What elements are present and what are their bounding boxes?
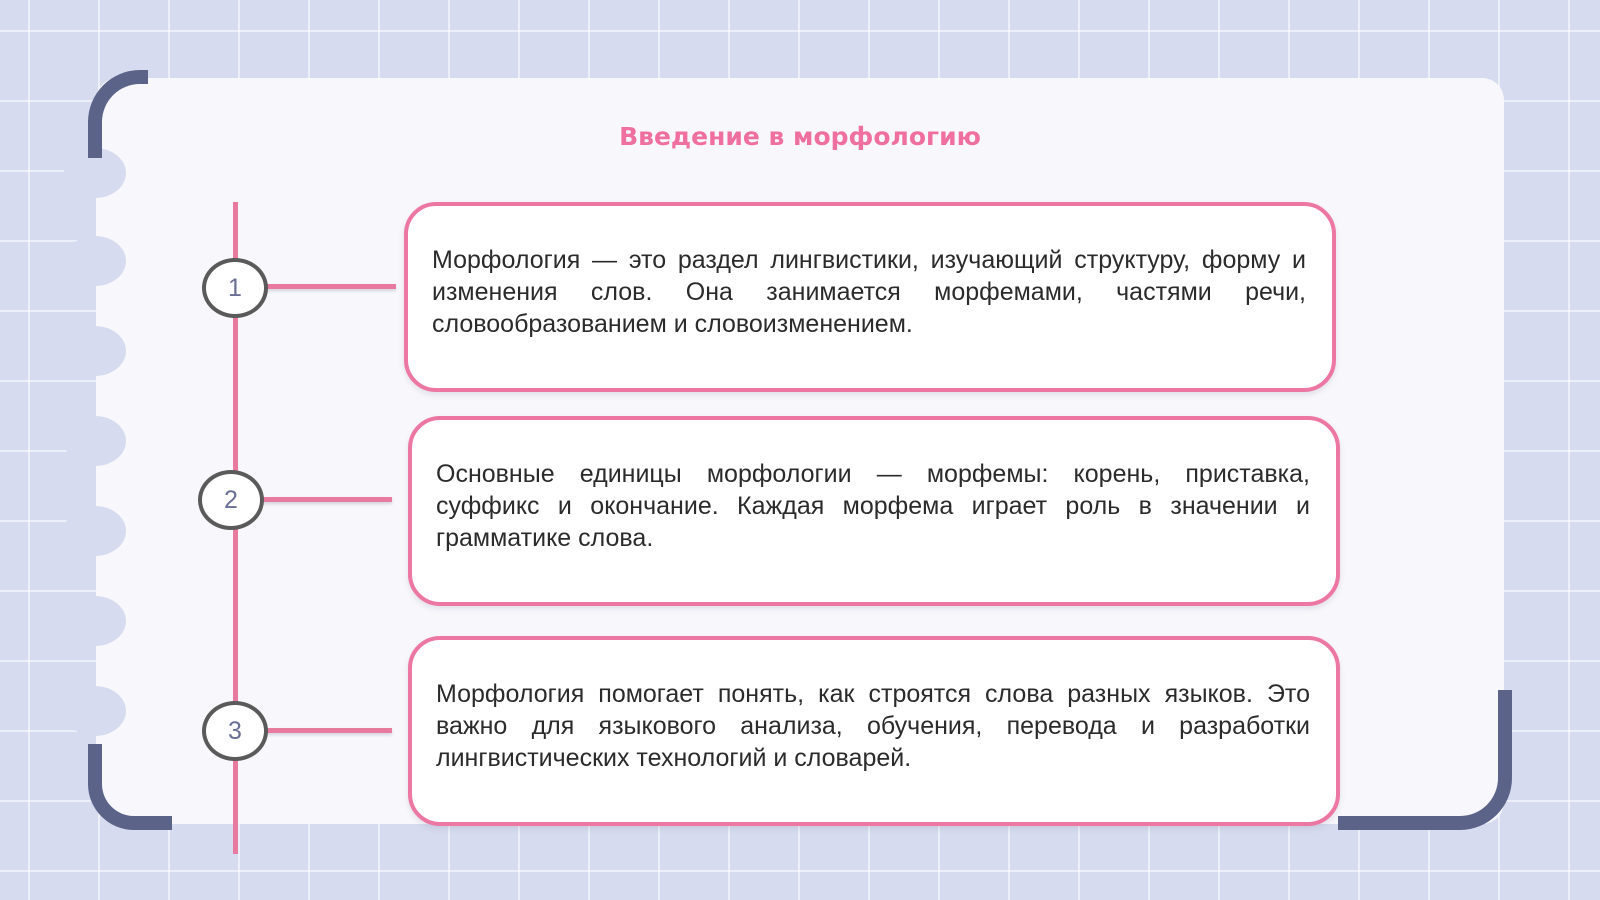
- timeline-card-1: [404, 202, 1336, 392]
- timeline-marker-1: 1: [202, 258, 268, 318]
- card-text: Морфология — это раздел лингвистики, изучающий структуру, форму и изменения слов. Она занимается морфемами, частями речи, словообразованием и словоизменением.: [432, 246, 1306, 338]
- timeline-connector-1: [266, 284, 396, 289]
- corner-bracket-top-left: [88, 70, 148, 158]
- timeline-card-3: [408, 636, 1340, 826]
- timeline-connector-3: [266, 728, 392, 733]
- sheet-edge-scallop: [64, 596, 126, 646]
- timeline-marker-3: 3: [202, 701, 268, 761]
- sheet-edge-scallop: [64, 506, 126, 556]
- corner-bracket-bottom-right: [1338, 690, 1512, 830]
- card-text: Основные единицы морфологии — морфемы: корень, приставка, суффикс и окончание. Каждая морфема играет роль в значении и грамматике слова.: [436, 460, 1310, 552]
- card-text: Морфология помогает понять, как строятся слова разных языков. Это важно для языкового анализа, обучения, перевода и разработки лингвистических технологий и словарей.: [436, 680, 1310, 772]
- timeline-marker-2: 2: [198, 470, 264, 530]
- timeline-connector-2: [262, 497, 392, 502]
- sheet-edge-scallop: [64, 416, 126, 466]
- sheet-edge-scallop: [64, 686, 126, 736]
- corner-bracket-bottom-left: [88, 744, 172, 830]
- slide-title: Введение в морфологию: [619, 122, 981, 151]
- timeline-card-2: [408, 416, 1340, 606]
- sheet-edge-scallop: [64, 236, 126, 286]
- sheet-edge-scallop: [64, 326, 126, 376]
